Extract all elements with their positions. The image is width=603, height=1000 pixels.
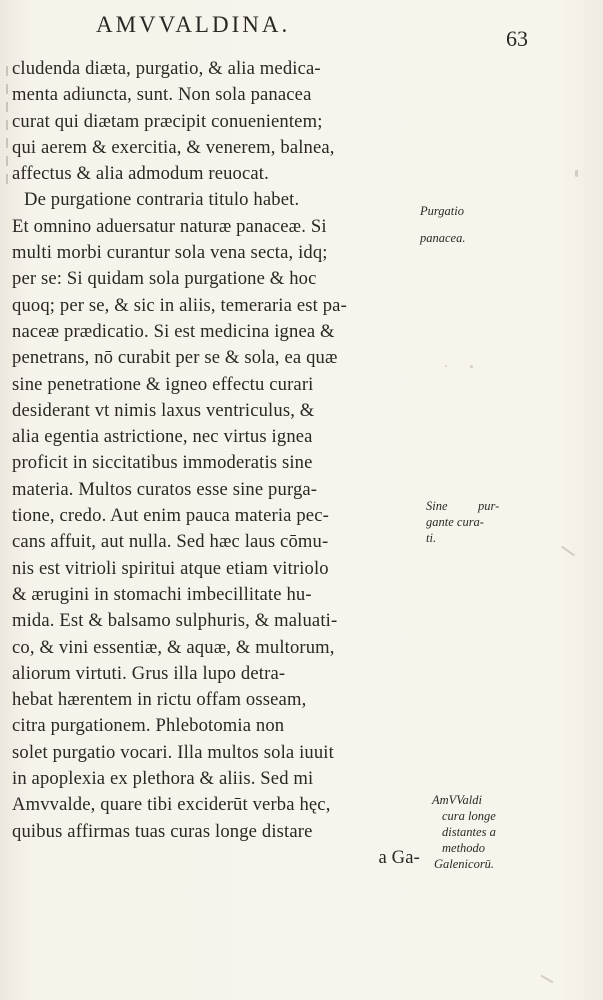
margin-mark	[6, 138, 8, 148]
note-line: Sine	[426, 499, 448, 513]
margin-mark	[6, 84, 8, 94]
text-line: desiderant vt nimis laxus ventriculus, &	[12, 399, 315, 421]
note-panacea: panacea.	[420, 231, 466, 245]
text-line: co, & vini essentiæ, & aquæ, & multorum,	[12, 636, 335, 658]
paper-speck	[445, 365, 447, 367]
note-purgatio: Purgatio	[420, 204, 464, 218]
text-line: mida. Est & balsamo sulphuris, & maluati-	[12, 610, 338, 632]
text-line: Et omnino aduersatur naturæ panaceæ. Si	[12, 215, 327, 237]
note-line: Galenicorū.	[434, 857, 495, 871]
page-number: 63	[506, 26, 528, 51]
text-line: hebat hærentem in rictu offam osseam,	[12, 689, 307, 711]
text-line: menta adiuncta, sunt. Non sola panacea	[12, 84, 312, 106]
note-line: gante cura-	[426, 515, 484, 529]
text-line: curat qui diætam præcipit conuenientem;	[12, 110, 323, 132]
running-title: AMVVALDINA.	[96, 12, 291, 37]
page-header	[96, 12, 528, 51]
note-line: ti.	[426, 531, 437, 545]
margin-mark	[6, 66, 8, 76]
text-line: affectus & alia admodum reuocat.	[12, 163, 269, 185]
note-line: methodo	[442, 841, 486, 855]
paper-speck	[540, 975, 553, 984]
note-amwaldi	[432, 792, 496, 872]
text-line: sine penetratione & igneo effectu curari	[12, 373, 314, 395]
margin-mark	[6, 156, 8, 166]
note-sine-purgante	[420, 498, 499, 546]
text-line: citra purgationem. Phlebotomia non	[12, 715, 285, 737]
text-line: penetrans, nō curabit per se & sola, ea quæ	[12, 347, 338, 369]
text-line: proficit in siccitatibus immoderatis sine	[12, 452, 313, 474]
text-line: qui aerem & exercitia, & venerem, balnea,	[12, 136, 335, 158]
note-line: distantes a	[442, 825, 496, 839]
text-line: quibus affirmas tuas curas longe distare	[12, 820, 313, 842]
text-line: solet purgatio vocari. Illa multos sola iuuit	[12, 741, 334, 763]
text-line: quoq; per se, & sic in aliis, temeraria est pa-	[12, 294, 347, 316]
margin-mark	[6, 120, 8, 130]
note-line: AmVValdi	[432, 793, 482, 807]
text-line: De purgatione contraria titulo habet.	[24, 189, 300, 211]
text-line: alia egentia astrictione, nec virtus ignea	[12, 426, 313, 448]
text-line: nis est vitrioli spiritui atque etiam vitriolo	[12, 557, 329, 579]
text-line: cludenda diæta, purgatio, & alia medica-	[12, 58, 321, 79]
text-line: tione, credo. Aut enim pauca materia pec-	[12, 505, 329, 527]
note-line: cura longe	[442, 809, 496, 823]
text-line: aliorum virtuti. Grus illa lupo detra-	[12, 662, 286, 684]
catchword: a Ga-	[378, 846, 420, 868]
margin-mark	[6, 102, 8, 112]
text-line: per se: Si quidam sola purgatione & hoc	[12, 268, 317, 290]
text-line: cans affuit, aut nulla. Sed hæc laus cōmu-	[12, 531, 329, 553]
text-line: naceæ prædicatio. Si est medicina ignea &	[12, 320, 335, 342]
text-line: multi morbi curantur sola vena secta, idq;	[12, 242, 328, 264]
margin-mark	[6, 174, 8, 184]
paper-speck	[470, 365, 473, 368]
text-line: Amvvalde, quare tibi exciderūt verba hęc,	[12, 794, 331, 816]
paper-speck	[575, 170, 578, 177]
text-line: materia. Multos curatos esse sine purga-	[12, 478, 318, 500]
text-line: & ærugini in stomachi imbecillitate hu-	[12, 583, 312, 605]
paper-speck	[561, 546, 575, 557]
left-margin-marks	[6, 58, 10, 278]
note-line: pur-	[478, 499, 500, 513]
text-line: in apoplexia ex plethora & aliis. Sed mi	[12, 768, 314, 790]
main-text	[12, 56, 420, 871]
